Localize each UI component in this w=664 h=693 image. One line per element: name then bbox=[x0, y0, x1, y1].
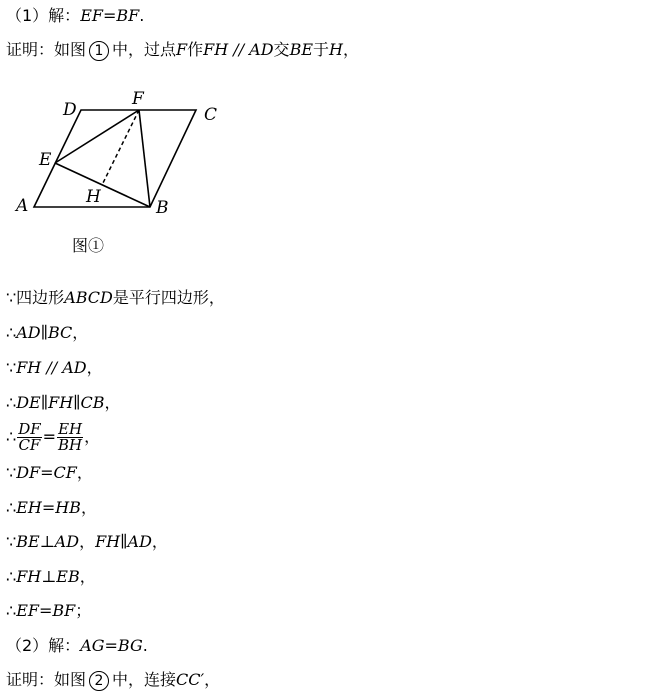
text: 中，过点 bbox=[112, 40, 177, 59]
numerator: EH bbox=[58, 420, 83, 438]
proof-step bbox=[6, 601, 91, 621]
denominator: BH bbox=[58, 436, 83, 454]
segment-fb bbox=[139, 110, 150, 207]
part2-answer bbox=[6, 636, 148, 656]
punct: ， bbox=[151, 532, 168, 551]
proof-step bbox=[6, 567, 96, 587]
label-c: C bbox=[204, 105, 218, 125]
parallelogram-figure bbox=[0, 80, 260, 230]
answer-expr: AG=BG bbox=[80, 636, 143, 655]
point-h: H bbox=[329, 40, 343, 59]
punct: ； bbox=[75, 601, 92, 620]
figure-caption: 图① bbox=[72, 236, 105, 255]
point-f: F bbox=[176, 40, 188, 59]
punct: . bbox=[139, 6, 145, 25]
math-expr: ABCD bbox=[64, 288, 113, 307]
proof-intro-2 bbox=[6, 670, 220, 691]
therefore-symbol: ∴ bbox=[6, 427, 17, 446]
proof-label: 证明：如图 bbox=[6, 670, 87, 689]
math-expr: DF=CF bbox=[16, 463, 77, 482]
label-h: H bbox=[86, 187, 101, 207]
math-expr: FH⊥EB bbox=[16, 567, 80, 586]
punct: ， bbox=[104, 393, 121, 412]
text: 交 bbox=[273, 40, 290, 59]
proof-step bbox=[6, 463, 93, 483]
denominator: CF bbox=[18, 436, 41, 454]
segment-eb bbox=[55, 163, 150, 207]
math-expr: FH∥AD bbox=[95, 532, 152, 551]
label-a: A bbox=[16, 196, 29, 216]
part1-label: （1）解： bbox=[6, 6, 81, 25]
text: ∵四边形 bbox=[6, 288, 65, 307]
proof-step bbox=[6, 323, 88, 343]
because-symbol: ∵ bbox=[6, 358, 17, 377]
construction-expr: FH // AD bbox=[203, 40, 274, 59]
because-symbol: ∵ bbox=[6, 532, 17, 551]
math-expr: AD∥BC bbox=[16, 323, 73, 342]
punct: ， bbox=[86, 358, 103, 377]
proof-intro bbox=[6, 40, 359, 61]
punct: ， bbox=[79, 567, 96, 586]
label-b: B bbox=[156, 198, 169, 218]
answer-expr: EF=BF bbox=[80, 6, 140, 25]
figure-number-badge: 1 bbox=[89, 41, 109, 61]
therefore-symbol: ∴ bbox=[6, 323, 17, 342]
punct: ， bbox=[79, 532, 96, 551]
text: 是平行四边形， bbox=[112, 288, 225, 307]
proof-label: 证明：如图 bbox=[6, 40, 87, 59]
punct: ， bbox=[204, 670, 221, 689]
punct: ， bbox=[80, 498, 97, 517]
proof-step bbox=[6, 393, 121, 413]
proof-step-fraction bbox=[6, 420, 100, 454]
punct: ， bbox=[342, 40, 359, 59]
text: 作 bbox=[187, 40, 204, 59]
punct: ， bbox=[76, 463, 93, 482]
punct: ， bbox=[84, 427, 101, 446]
math-expr: FH // AD bbox=[16, 358, 87, 377]
label-e: E bbox=[39, 150, 52, 170]
math-expr: CC′ bbox=[176, 670, 205, 689]
therefore-symbol: ∴ bbox=[6, 498, 17, 517]
math-expr: EF=BF bbox=[16, 601, 76, 620]
punct: ， bbox=[72, 323, 89, 342]
punct: . bbox=[142, 636, 148, 655]
text: 中，连接 bbox=[112, 670, 177, 689]
therefore-symbol: ∴ bbox=[6, 601, 17, 620]
fraction-eh-bh bbox=[57, 422, 83, 453]
proof-step bbox=[6, 288, 225, 308]
proof-step bbox=[6, 358, 103, 378]
numerator: DF bbox=[18, 420, 41, 438]
figure-number-badge: 2 bbox=[89, 671, 109, 691]
because-symbol: ∵ bbox=[6, 463, 17, 482]
fraction-df-cf bbox=[17, 422, 41, 453]
math-expr: DE∥FH∥CB bbox=[16, 393, 105, 412]
therefore-symbol: ∴ bbox=[6, 393, 17, 412]
proof-step bbox=[6, 498, 97, 518]
math-expr: BE⊥AD bbox=[16, 532, 80, 551]
part2-label: （2）解： bbox=[6, 636, 81, 655]
math-expr: EH=HB bbox=[16, 498, 81, 517]
text: 于 bbox=[313, 40, 330, 59]
label-d: D bbox=[63, 100, 77, 120]
therefore-symbol: ∴ bbox=[6, 567, 17, 586]
part1-answer bbox=[6, 6, 144, 26]
label-f: F bbox=[132, 89, 144, 109]
segment-be: BE bbox=[289, 40, 313, 59]
proof-step bbox=[6, 532, 168, 552]
equals-sign: = bbox=[42, 427, 57, 446]
